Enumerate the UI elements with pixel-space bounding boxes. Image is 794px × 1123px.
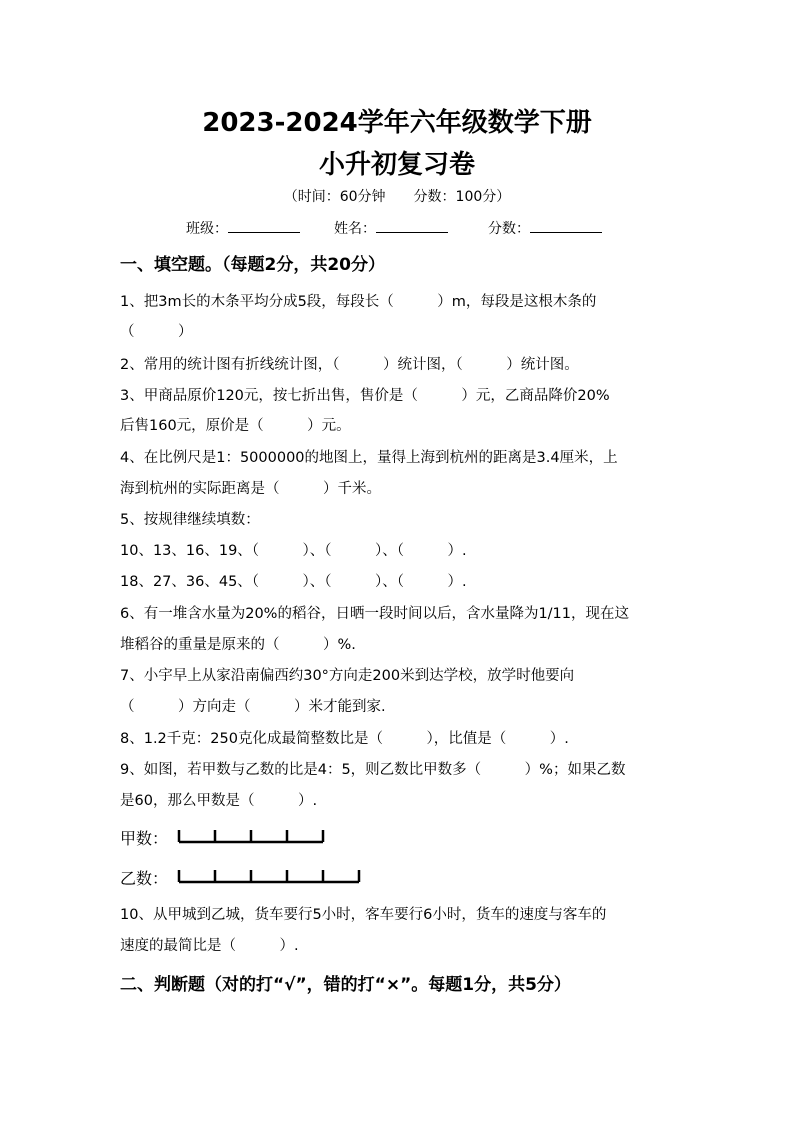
class-label: 班级： <box>186 221 228 237</box>
exam-subtitle: 小升初复习卷 <box>318 150 475 180</box>
question-line: 5、按规律继续填数： <box>120 512 260 528</box>
question-line: （ ） <box>120 324 193 340</box>
question-line: 8、1.2千克：250克化成最简整数比是（ ），比值是（ ）. <box>120 731 569 747</box>
bar-yi-diagram <box>176 866 376 886</box>
question-line: 3、甲商品原价120元，按七折出售，售价是（ ）元，乙商品降价20% <box>120 388 610 404</box>
bar-jia-diagram <box>176 826 336 846</box>
question-line: 18、27、36、45、（ ）、（ ）、（ ）. <box>120 574 467 590</box>
class-field <box>186 218 300 238</box>
question-line: 速度的最简比是（ ）. <box>120 938 299 954</box>
question-line: （ ）方向走（ ）米才能到家. <box>120 699 386 715</box>
question-line: 10、13、16、19、（ ）、（ ）、（ ）. <box>120 543 467 559</box>
question-line: 是60，那么甲数是（ ）. <box>120 793 318 809</box>
question-line: 4、在比例尺是1：5000000的地图上，量得上海到杭州的距离是3.4厘米，上 <box>120 450 618 466</box>
name-label: 姓名： <box>334 221 376 237</box>
score-blank <box>530 218 602 233</box>
question-line: 后售160元，原价是（ ）元。 <box>120 418 351 434</box>
score-label: 分数： <box>488 221 530 237</box>
bar-yi-label: 乙数： <box>120 869 169 888</box>
bar-jia-label: 甲数： <box>120 829 169 848</box>
question-line: 10、从甲城到乙城，货车要行5小时，客车要行6小时，货车的速度与客车的 <box>120 907 607 923</box>
section1-heading: 一、填空题。（每题2分，共20分） <box>120 255 385 275</box>
question-line: 7、小宇早上从家沿南偏西约30°方向走200米到达学校，放学时他要向 <box>120 668 575 684</box>
class-blank <box>228 218 300 233</box>
question-line: 6、有一堆含水量为20%的稻谷，日晒一段时间以后，含水量降为1/11，现在这 <box>120 606 630 622</box>
score-field <box>488 218 602 238</box>
exam-info: （时间：60分钟 分数：100分） <box>283 189 511 205</box>
question-line: 堆稻谷的重量是原来的（ ）%. <box>120 637 356 653</box>
question-line: 2、常用的统计图有折线统计图，（ ）统计图，（ ）统计图。 <box>120 357 579 373</box>
section2-heading: 二、判断题（对的打“√”，错的打“×”。每题1分，共5分） <box>120 975 571 995</box>
name-field <box>334 218 448 238</box>
question-line: 1、把3m长的木条平均分成5段，每段长（ ）m，每段是这根木条的 <box>120 294 597 310</box>
exam-title: 2023-2024学年六年级数学下册 <box>202 108 592 138</box>
name-blank <box>376 218 448 233</box>
question-line: 海到杭州的实际距离是（ ）千米。 <box>120 481 381 497</box>
question-line: 9、如图，若甲数与乙数的比是4：5，则乙数比甲数多（ ）%；如果乙数 <box>120 762 626 778</box>
